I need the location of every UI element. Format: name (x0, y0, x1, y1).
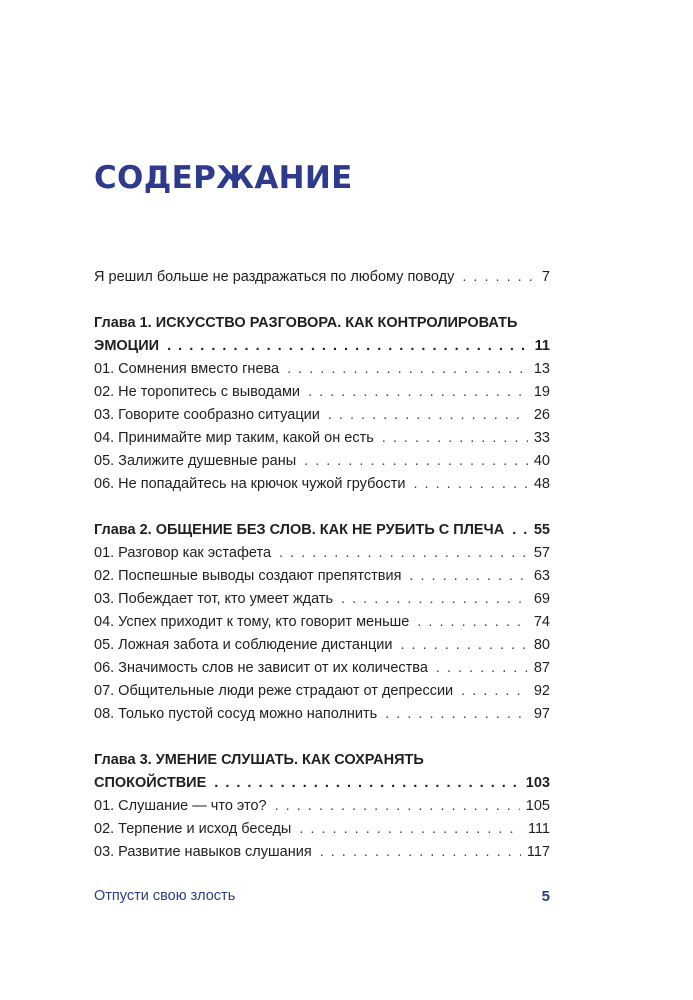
table-of-contents (94, 266, 550, 864)
toc-entry-label: 01. Сомнения вместо гнева (94, 361, 280, 377)
toc-entry[interactable] (94, 358, 550, 381)
toc-entry-page: 40 (533, 453, 550, 469)
chapter-page: 55 (533, 522, 550, 538)
toc-entry-page: 19 (533, 384, 550, 400)
toc-entry-label: 05. Залижите душевные раны (94, 453, 297, 469)
page-footer (94, 888, 550, 905)
toc-entry-page: 33 (533, 430, 550, 446)
toc-entry[interactable] (94, 565, 550, 588)
toc-entry-label: 06. Не попадайтесь на крючок чужой грубости (94, 476, 406, 492)
toc-entry[interactable] (94, 473, 550, 496)
toc-entry-label: 02. Не торопитесь с выводами (94, 384, 301, 400)
chapter-page: 103 (525, 775, 550, 791)
leader-dots (436, 657, 528, 680)
leader-dots (461, 680, 528, 703)
toc-entry-page: 48 (533, 476, 550, 492)
leader-dots (320, 841, 521, 864)
toc-entry-page: 111 (527, 821, 550, 837)
toc-entry-page: 92 (533, 683, 550, 699)
toc-entry[interactable] (94, 634, 550, 657)
toc-entry-page: 97 (533, 706, 550, 722)
leader-dots (341, 588, 528, 611)
leader-dots (275, 795, 520, 818)
chapter-page: 11 (534, 338, 550, 354)
chapter-title: Глава 2. ОБЩЕНИЕ БЕЗ СЛОВ. КАК НЕ РУБИТЬ С ПЛЕЧА (94, 522, 505, 538)
leader-dots (413, 473, 527, 496)
toc-entry-label: 07. Общительные люди реже страдают от депрессии (94, 683, 454, 699)
chapter-title: ЭМОЦИИ (94, 338, 160, 354)
toc-entry[interactable] (94, 703, 550, 726)
toc-entry[interactable] (94, 450, 550, 473)
toc-entry-page: 80 (533, 637, 550, 653)
toc-entry-label: 03. Развитие навыков слушания (94, 844, 312, 860)
leader-dots (512, 519, 528, 542)
toc-entry[interactable] (94, 657, 550, 680)
leader-dots (328, 404, 528, 427)
leader-dots (279, 542, 528, 565)
toc-entry-label: 02. Поспешные выводы создают препятствия (94, 568, 402, 584)
toc-entry[interactable] (94, 404, 550, 427)
page-number: 5 (541, 888, 550, 905)
leader-dots (308, 381, 528, 404)
toc-entry-page: 63 (533, 568, 550, 584)
toc-entry[interactable] (94, 818, 550, 841)
toc-entry-label: Я решил больше не раздражаться по любому поводу (94, 269, 455, 285)
toc-entry-label: 08. Только пустой сосуд можно наполнить (94, 706, 378, 722)
leader-dots (462, 266, 536, 289)
toc-entry[interactable] (94, 381, 550, 404)
leader-dots (299, 818, 522, 841)
toc-entry-page: 7 (541, 269, 550, 285)
toc-entry-label: 04. Принимайте мир таким, какой он есть (94, 430, 374, 446)
leader-dots (385, 703, 528, 726)
toc-entry[interactable] (94, 427, 550, 450)
toc-entry-page: 87 (533, 660, 550, 676)
chapter-1-heading[interactable] (94, 335, 550, 358)
toc-entry-label: 06. Значимость слов не зависит от их количества (94, 660, 428, 676)
toc-entry-page: 57 (533, 545, 550, 561)
toc-entry-page: 105 (525, 798, 550, 814)
chapter-2-heading[interactable] (94, 519, 550, 542)
chapter-3-title-line1[interactable]: Глава 3. УМЕНИЕ СЛУШАТЬ. КАК СОХРАНЯТЬ (94, 752, 424, 768)
leader-dots (304, 450, 528, 473)
toc-entry-label: 03. Говорите сообразно ситуации (94, 407, 320, 423)
toc-entry[interactable] (94, 680, 550, 703)
toc-entry-page: 117 (526, 844, 550, 860)
leader-dots (417, 611, 527, 634)
toc-entry-page: 74 (533, 614, 550, 630)
toc-entry[interactable] (94, 795, 550, 818)
toc-entry-page: 69 (533, 591, 550, 607)
toc-entry[interactable] (94, 611, 550, 634)
toc-entry-page: 13 (533, 361, 550, 377)
leader-dots (214, 772, 520, 795)
toc-entry-label: 04. Успех приходит к тому, кто говорит меньше (94, 614, 410, 630)
toc-entry-intro[interactable] (94, 266, 550, 289)
toc-entry-label: 03. Побеждает тот, кто умеет ждать (94, 591, 334, 607)
toc-entry[interactable] (94, 841, 550, 864)
toc-entry-label: 02. Терпение и исход беседы (94, 821, 292, 837)
leader-dots (409, 565, 527, 588)
toc-entry-label: 01. Разговор как эстафета (94, 545, 272, 561)
toc-entry[interactable] (94, 542, 550, 565)
leader-dots (287, 358, 528, 381)
toc-entry-label: 01. Слушание — что это? (94, 798, 267, 814)
page-title: СОДЕРЖАНИЕ (94, 160, 353, 196)
running-footer-title: Отпусти свою злость (94, 888, 236, 904)
chapter-title: СПОКОЙСТВИЕ (94, 775, 207, 791)
leader-dots (400, 634, 527, 657)
leader-dots (167, 335, 529, 358)
leader-dots (382, 427, 528, 450)
toc-entry[interactable] (94, 588, 550, 611)
toc-entry-page: 26 (533, 407, 550, 423)
chapter-3-heading[interactable] (94, 772, 550, 795)
toc-entry-label: 05. Ложная забота и соблюдение дистанции (94, 637, 393, 653)
chapter-1-title-line1[interactable]: Глава 1. ИСКУССТВО РАЗГОВОРА. КАК КОНТРОЛИРОВАТЬ (94, 315, 518, 331)
